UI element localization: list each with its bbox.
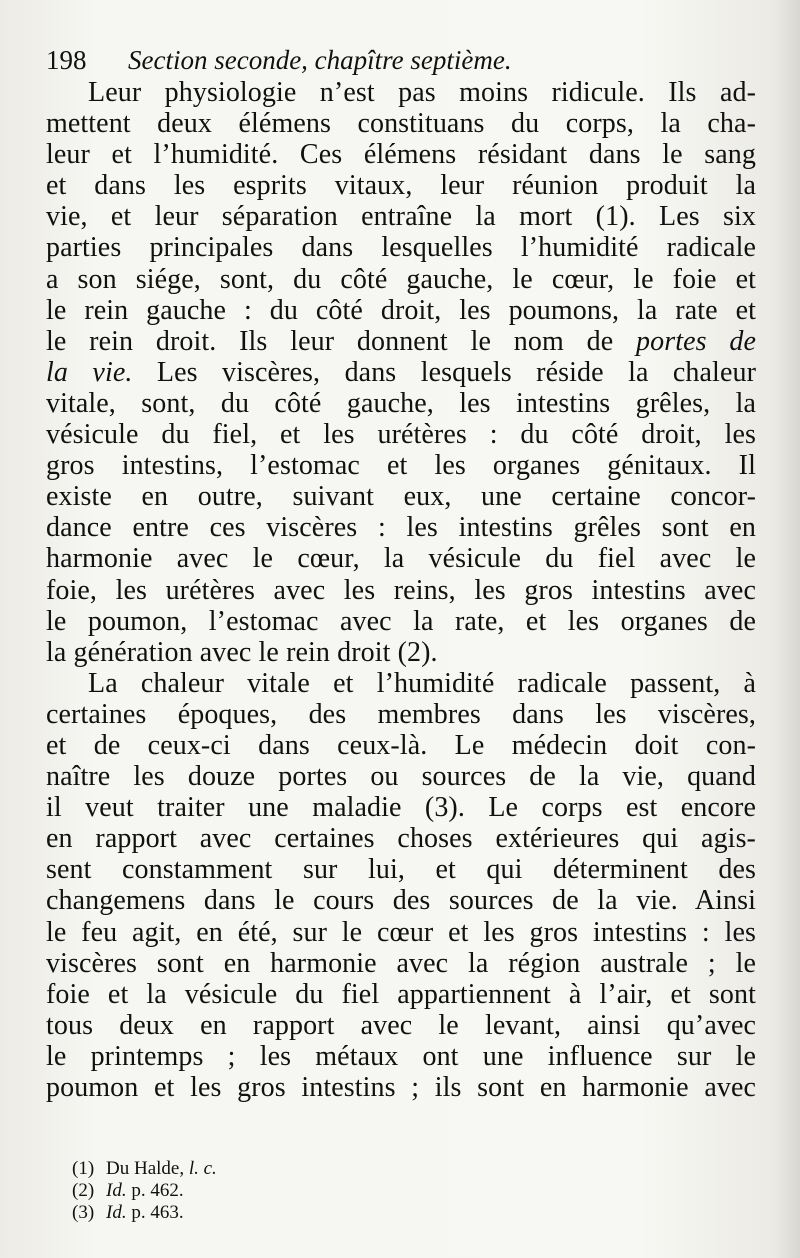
footnote-3 [72, 1202, 572, 1224]
text-line: naître les douze portes ou sources de la vie, quand [46, 761, 756, 793]
footnote-1 [72, 1158, 572, 1180]
footnote-text: p. 463. [131, 1202, 184, 1223]
text-line: vitale, sont, du côté gauche, les intestins grêles, la [46, 387, 756, 419]
text-line: existe en outre, suivant eux, une certaine concor- [46, 481, 756, 513]
text-line: le printemps ; les métaux ont une influence sur le [46, 1040, 756, 1072]
page-number: 198 [46, 45, 87, 75]
text-line: la génération avec le rein droit (2). [46, 636, 438, 668]
text-line: mettent deux élémens constituans du corps, la cha- [46, 108, 756, 140]
text-line: vie, et leur séparation entraîne la mort (1). Les six [46, 201, 756, 233]
text-line: changemens dans le cours des sources de la vie. Ainsi [46, 885, 756, 917]
text-line: certaines époques, des membres dans les viscères, [46, 698, 756, 730]
text-line: poumon et les gros intestins ; ils sont en harmonie avec [46, 1072, 756, 1103]
text-line: leur et l’humidité. Ces élémens résidant dans le sang [46, 139, 756, 171]
line-roman-part: Les viscères, dans lesquels réside la chaleur [132, 356, 756, 388]
text-line: et de ceux-ci dans ceux-là. Le médecin doit con- [46, 729, 756, 761]
text-line: foie, les urétères avec les reins, les gros intestins avec [46, 574, 756, 606]
text-line: le feu agit, en été, sur le cœur et les gros intestins : les [46, 916, 756, 948]
text-line-with-italic [46, 326, 756, 357]
footnote-italic: l. c. [188, 1158, 217, 1179]
text-line: harmonie avec le cœur, la vésicule du fiel avec le [46, 543, 756, 575]
footnote-mark: (1) [72, 1158, 95, 1179]
footnotes [72, 1158, 572, 1224]
text-line-with-italic [46, 357, 756, 388]
text-line: tous deux en rapport avec le levant, ainsi qu’avec [46, 1009, 756, 1041]
text-line: a son siége, sont, du côté gauche, le cœur, le foie et [46, 263, 756, 295]
text-line: gros intestins, l’estomac et les organes génitaux. Il [46, 450, 756, 482]
text-line: et dans les esprits vitaux, leur réunion produit la [46, 170, 756, 202]
footnote-mark: (2) [72, 1180, 95, 1201]
text-line: parties principales dans lesquelles l’humidité radicale [46, 232, 756, 264]
text-line: le poumon, l’estomac avec la rate, et les organes de [46, 605, 756, 637]
italic-phrase: portes de [636, 325, 757, 357]
text-line: foie et la vésicule du fiel appartiennent à l’air, et sont [46, 978, 756, 1010]
text-line: La chaleur vitale et l’humidité radicale passent, à [88, 667, 756, 699]
footnote-text: Du Halde, [106, 1158, 185, 1179]
text-line: vésicule du fiel, et les urétères : du côté droit, les [46, 419, 756, 451]
running-head [46, 40, 766, 80]
italic-phrase: la vie. [46, 356, 133, 388]
text-line: Leur physiologie n’est pas moins ridicule. Ils ad- [88, 77, 756, 108]
text-line: dance entre ces viscères : les intestins grêles sont en [46, 512, 756, 544]
line-roman-part: le rein droit. Ils leur donnent le nom de [46, 325, 614, 357]
text-line: il veut traiter une maladie (3). Le corps est encore [46, 792, 756, 824]
section-title: Section seconde, chapître septième. [128, 45, 512, 75]
text-line: viscères sont en harmonie avec la région australe ; le [46, 947, 756, 979]
footnote-mark: (3) [72, 1202, 95, 1223]
page-edge-shadow [774, 0, 800, 1258]
footnote-text: p. 462. [131, 1180, 184, 1201]
text-line: en rapport avec certaines choses extérieures qui agis- [46, 823, 756, 855]
footnote-italic: Id. [106, 1202, 127, 1223]
body-text [46, 77, 756, 1103]
text-line: le rein gauche : du côté droit, les poumons, la rate et [46, 294, 756, 326]
footnote-2 [72, 1180, 572, 1202]
footnote-italic: Id. [106, 1180, 127, 1201]
text-line: sent constamment sur lui, et qui déterminent des [46, 854, 756, 886]
